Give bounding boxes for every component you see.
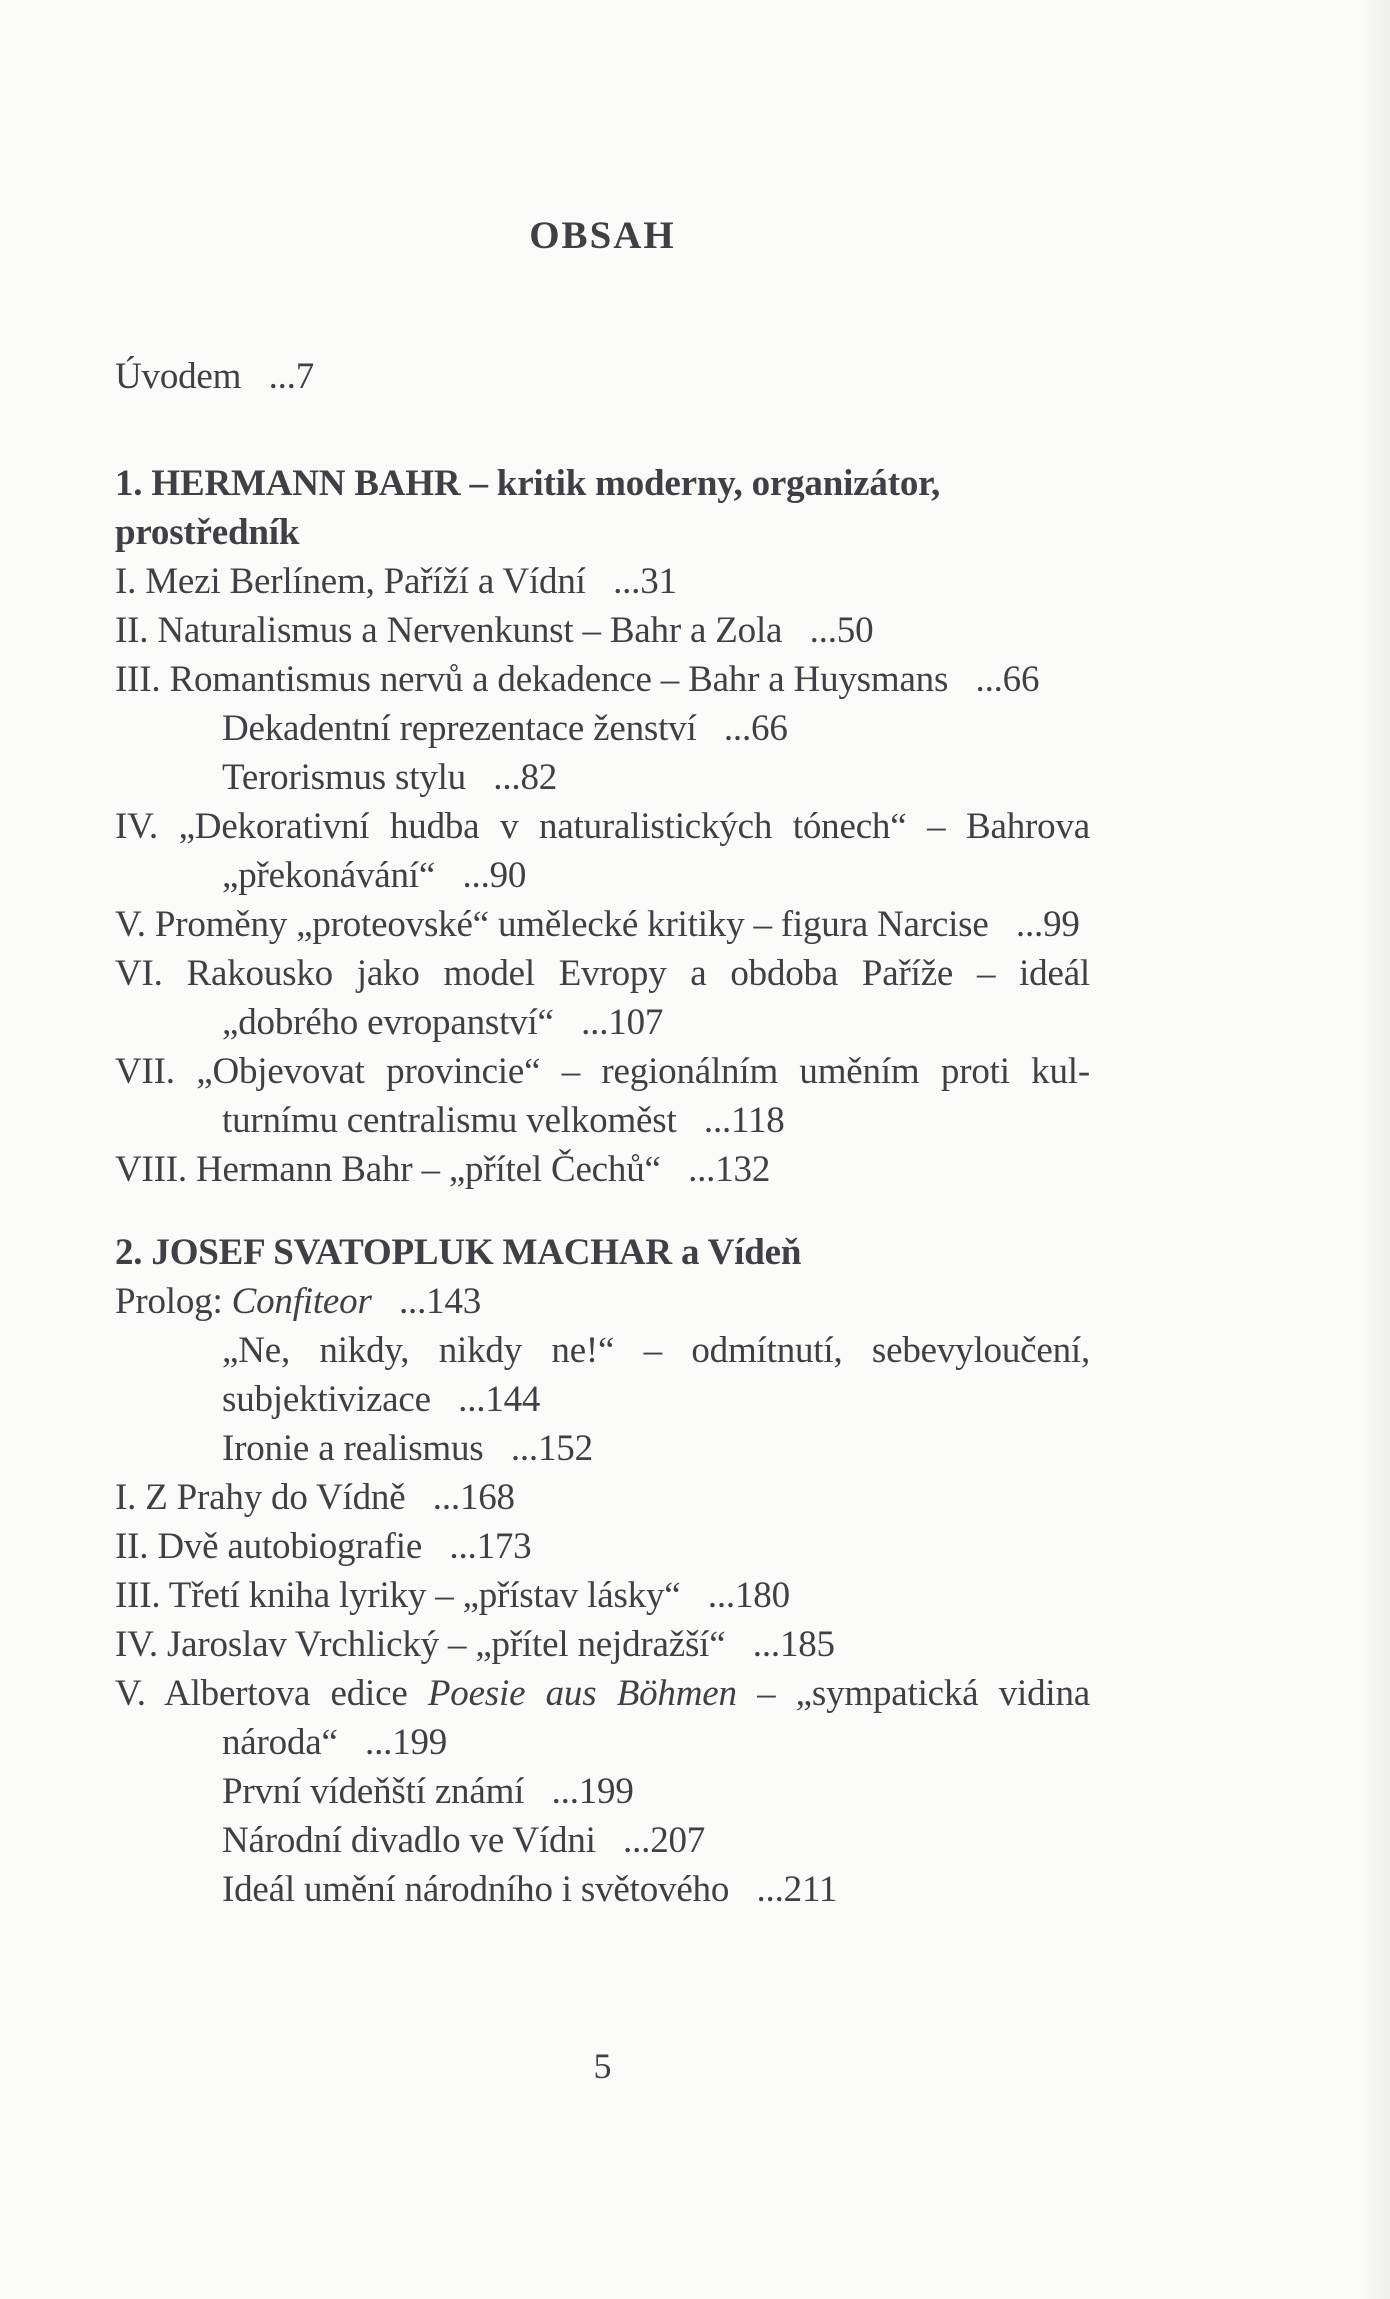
toc-entry-text: ...143 — [371, 1281, 482, 1322]
toc-subentry: turnímu centralismu velkoměst ...118 — [222, 1100, 785, 1141]
page-title: OBSAH — [529, 214, 676, 257]
toc-subentry: subjektivizace ...144 — [222, 1379, 541, 1420]
toc-entry: II. Naturalismus a Nervenkunst – Bahr a Zola ...50 — [115, 610, 874, 651]
toc-entry-text: – „sympatická vidina — [736, 1673, 1090, 1714]
toc-entry-italic: Poesie aus Böhmen — [427, 1673, 737, 1714]
toc-entry: IV. Jaroslav Vrchlický – „přítel nejdražší“ ...185 — [115, 1624, 835, 1665]
toc-entry-text: V. Albertova edice — [115, 1673, 428, 1714]
toc-entry: Úvodem ...7 — [115, 356, 315, 397]
toc-section-heading: prostředník — [115, 512, 300, 553]
toc-subentry: Národní divadlo ve Vídni ...207 — [222, 1820, 706, 1861]
page-number: 5 — [593, 2046, 612, 2086]
table-of-contents — [115, 352, 1090, 1914]
toc-entry: VI. Rakousko jako model Evropy a obdoba Paříže – ideál — [115, 953, 1090, 994]
toc-subentry: Ironie a realismus ...152 — [222, 1428, 593, 1469]
toc-entry: VII. „Objevovat provincie“ – regionálním uměním proti kul- — [115, 1051, 1090, 1092]
toc-subentry: národa“ ...199 — [222, 1722, 448, 1763]
toc-subentry: První vídeňští známí ...199 — [222, 1771, 634, 1812]
toc-entry — [115, 1277, 1090, 1326]
toc-entry: III. Romantismus nervů a dekadence – Bahr a Huysmans ...66 — [115, 659, 1040, 700]
toc-subentry: Ideál umění národního i světového ...211 — [222, 1869, 838, 1910]
toc-subentry: Dekadentní reprezentace ženství ...66 — [222, 708, 788, 749]
toc-subentry: „překonávání“ ...90 — [222, 855, 527, 896]
toc-section-heading: 1. HERMANN BAHR – kritik moderny, organizátor, — [115, 463, 940, 504]
toc-entry: V. Proměny „proteovské“ umělecké kritiky – figura Narcise ...99 — [115, 904, 1080, 945]
toc-subentry: „Ne, nikdy, nikdy ne!“ – odmítnutí, sebevyloučení, — [222, 1330, 1090, 1371]
toc-entry: III. Třetí kniha lyriky – „přístav lásky“ ...180 — [115, 1575, 790, 1616]
toc-entry: IV. „Dekorativní hudba v naturalistických tónech“ – Bahrova — [115, 806, 1090, 847]
toc-entry-text: Prolog: — [115, 1281, 232, 1322]
toc-entry: II. Dvě autobiografie ...173 — [115, 1526, 532, 1567]
toc-section-heading: 2. JOSEF SVATOPLUK MACHAR a Vídeň — [115, 1232, 802, 1273]
toc-entry: VIII. Hermann Bahr – „přítel Čechů“ ...132 — [115, 1149, 771, 1190]
toc-subentry: „dobrého evropanství“ ...107 — [222, 1002, 664, 1043]
toc-subentry: Terorismus stylu ...82 — [222, 757, 558, 798]
toc-entry: I. Mezi Berlínem, Paříží a Vídní ...31 — [115, 561, 677, 602]
toc-entry: I. Z Prahy do Vídně ...168 — [115, 1477, 515, 1518]
toc-entry-italic: Confiteor — [231, 1281, 372, 1322]
toc-entry — [115, 1669, 1090, 1718]
